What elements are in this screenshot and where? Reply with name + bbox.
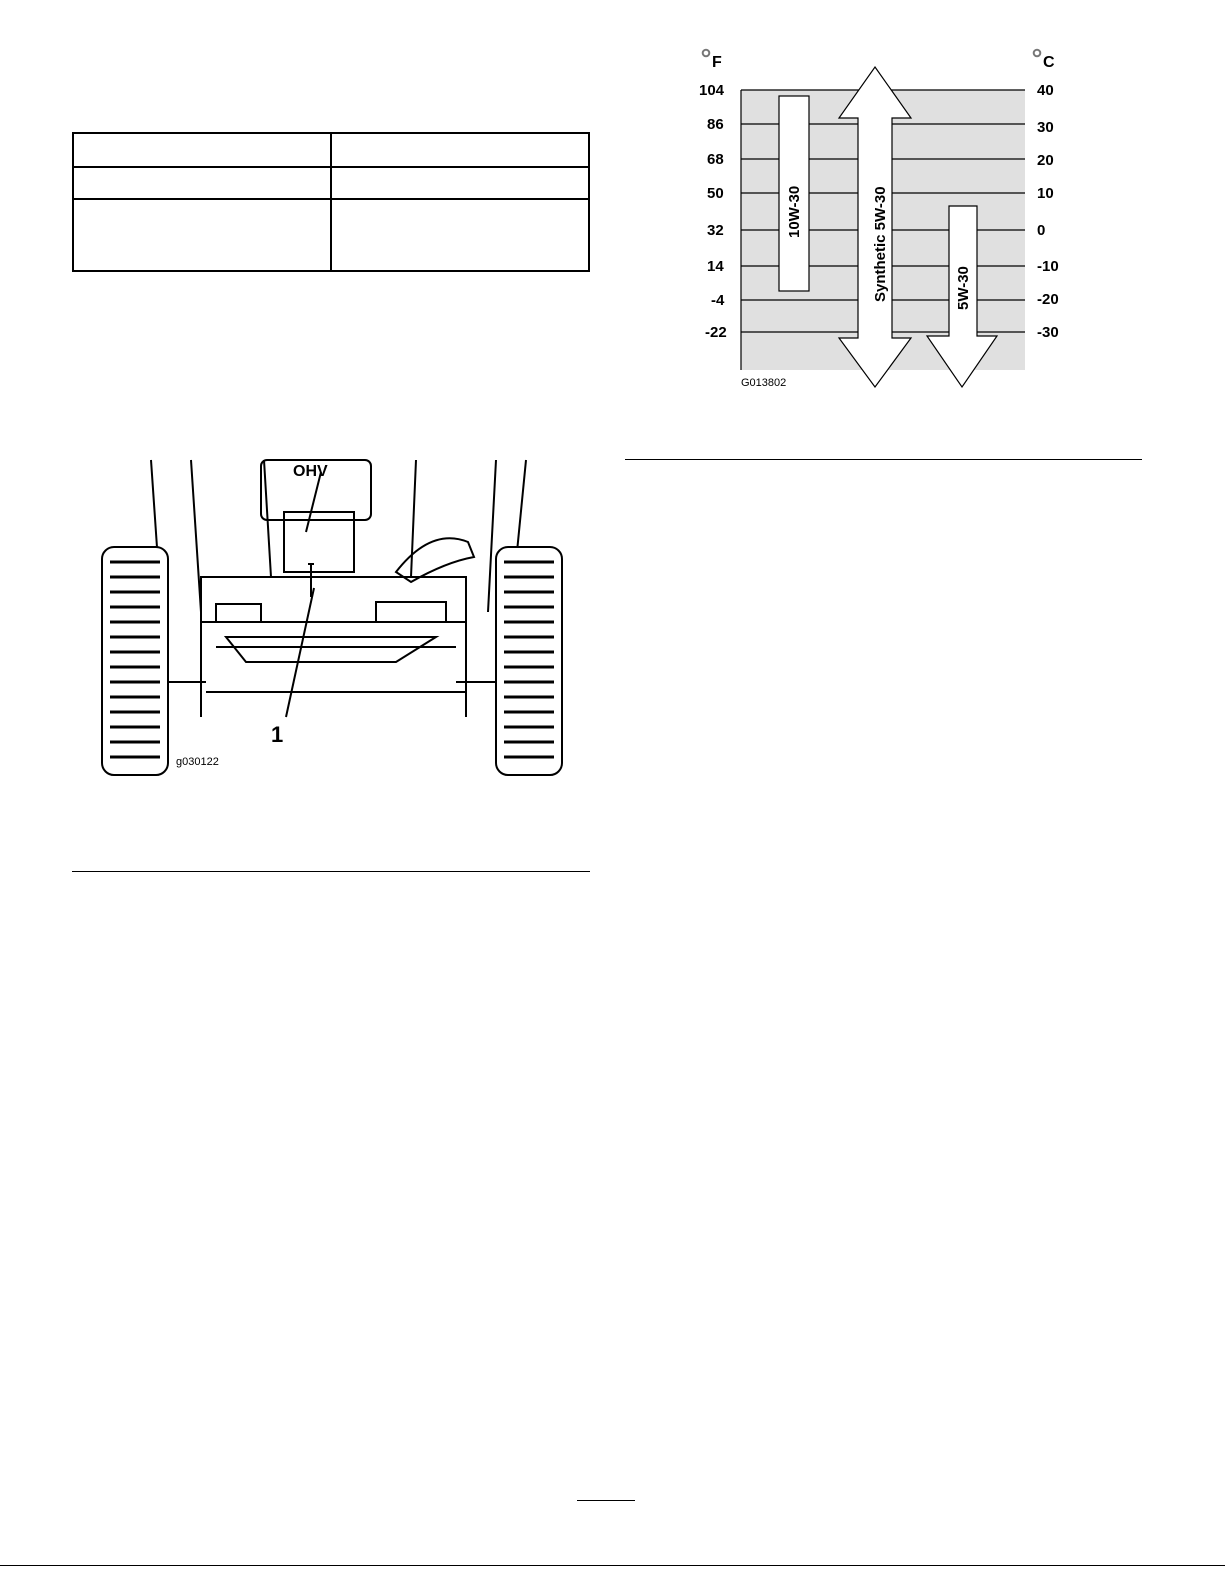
tick-label-c: 10 [1037, 185, 1054, 202]
oil-label-10w30: 10W-30 [786, 185, 803, 238]
tick-label-f: 86 [707, 116, 724, 133]
table-cell [73, 167, 331, 199]
tick-label-c: 20 [1037, 152, 1054, 169]
tick-label-c: -10 [1037, 258, 1059, 275]
tick-label-f: 104 [699, 82, 725, 99]
tick-label-c: 40 [1037, 82, 1054, 99]
tick-label-f: 50 [707, 185, 724, 202]
table-cell [73, 199, 331, 271]
table-row [73, 199, 589, 271]
degree-symbol [703, 50, 710, 57]
callout-number: 1 [271, 722, 284, 747]
figure-id: g030122 [176, 756, 219, 768]
figure-id: G013802 [741, 377, 787, 389]
spec-table [72, 132, 590, 272]
table-cell [331, 199, 589, 271]
table-cell [331, 167, 589, 199]
machine-frame [151, 460, 526, 717]
section-divider [625, 459, 1142, 460]
tick-label-f: 68 [707, 151, 724, 168]
unit-celsius: C [1043, 54, 1055, 71]
table-cell [73, 133, 331, 167]
oil-label-5w30: 5W-30 [955, 266, 972, 310]
tire-right [496, 547, 562, 775]
tick-label-c: -20 [1037, 291, 1059, 308]
engine-badge: OHV [293, 463, 328, 480]
table-row [73, 133, 589, 167]
oil-viscosity-chart [695, 40, 1075, 400]
footer-rule [0, 1565, 1225, 1566]
tick-label-f: 32 [707, 222, 724, 239]
table-cell [331, 133, 589, 167]
table-row [73, 167, 589, 199]
tick-label-f: -22 [705, 324, 727, 341]
section-divider [72, 871, 590, 872]
page-number-rule [577, 1500, 635, 1501]
tick-label-c: 30 [1037, 119, 1054, 136]
tick-label-c: 0 [1037, 222, 1046, 239]
tick-label-f: 14 [707, 258, 724, 275]
tire-left [102, 547, 168, 775]
auger-gearbox-illustration [96, 452, 566, 782]
tick-label-c: -30 [1037, 324, 1059, 341]
callout-leader [286, 588, 314, 717]
unit-fahrenheit: F [712, 54, 722, 71]
tick-label-f: -4 [711, 292, 725, 309]
oil-label-synthetic-5w30: Synthetic 5W-30 [872, 186, 889, 302]
degree-symbol [1034, 50, 1041, 57]
